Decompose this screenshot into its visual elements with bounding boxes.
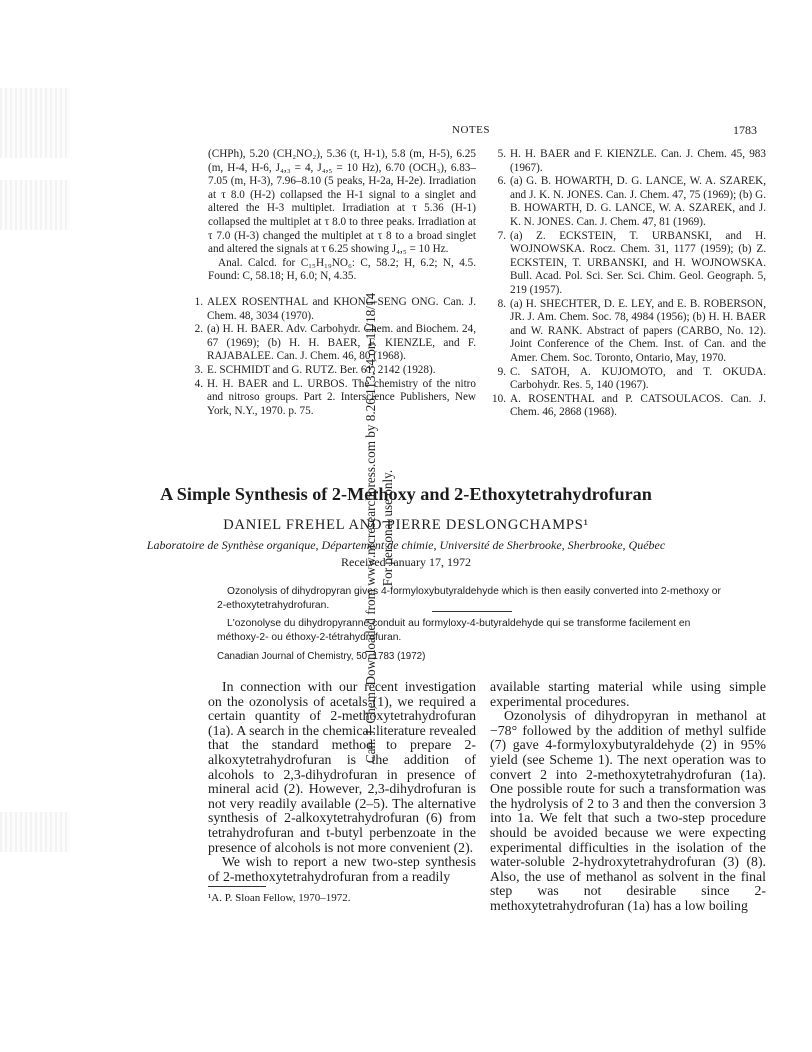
article-authors: DANIEL FREHEL AND PIERRE DESLONGCHAMPS¹ xyxy=(223,517,589,533)
continued-paragraph: available starting material while using simple experimental procedures. xyxy=(490,679,766,709)
scan-noise-mid xyxy=(0,180,70,230)
running-header: NOTES xyxy=(452,124,490,136)
reference-item: 6. (a) G. B. HOWARTH, D. G. LANCE, W. A. SZAREK, and J. K. N. JONES. Can. J. Chem. 47, 75 (1969); (b) G. B. HOWARTH, D. G. LANCE, W. A. SZAREK, and J. K. N. JONES. Can. J. Chem. 47, 81 (1969). xyxy=(497,175,766,228)
reference-item: 5. H. H. BAER and F. KIENZLE. Can. J. Chem. 45, 983 (1967). xyxy=(497,148,766,174)
reference-list-right xyxy=(490,148,766,420)
scan-noise-top xyxy=(0,88,70,158)
watermark-line-1: Can. J. Chem. Downloaded from www.nrcresearchpress.com by 8.26.113.34 on 11/18/14 xyxy=(363,292,378,764)
watermark-line-2: For personal use only. xyxy=(380,469,395,587)
footnote-divider xyxy=(208,886,266,887)
intro-paragraph: In connection with our recent investigation on the ozonolysis of acetals (1), we required a certain quantity of 2-methoxytetrahydrofuran (1a). A search in the chemical literature revealed that the standard method to prepare 2-alkoxytetrahydrofuran is the addition of alcohols to 2,3-dihydrofuran in presence of mineral acid (2). However, 2,3-dihydrofuran is not very readily available (2–5). The alternative synthesis of 2-alkoxytetrahydrofuran (6) from tetrahydrofuran and t-butyl perbenzoate in the presence of alcohols is not more convenient (2). xyxy=(208,679,476,855)
reference-item: 8. (a) H. SHECHTER, D. E. LEY, and E. B. ROBERSON, JR. J. Am. Chem. Soc. 78, 4984 (1956); (b) H. H. BAER and W. RANK. Abstract of papers (CARBO, No. 12). Joint Conference of the Chem. Inst. of Can. and the Amer. Chem. Soc. Toronto, Ontario, May, 1970. xyxy=(497,297,766,364)
previous-article-tail xyxy=(208,148,476,284)
reference-item: 10. A. ROSENTHAL and P. CATSOULACOS. Can. J. Chem. 46, 2868 (1968). xyxy=(492,392,766,419)
body-column-right xyxy=(490,680,766,914)
body-column-left xyxy=(208,680,476,884)
reference-item: 4. H. H. BAER and L. URBOS. The chemistry of the nitro and nitroso groups. Part 2. Interscience Publishers, New York, N.Y., 1970. p. 75. xyxy=(194,377,476,417)
journal-citation: Canadian Journal of Chemistry, 50, 1783 (1972) xyxy=(217,651,426,662)
article-title: A Simple Synthesis of 2-Methoxy and 2-Ethoxytetrahydrofuran xyxy=(160,484,652,504)
aim-paragraph: We wish to report a new two-step synthesis of 2-methoxytetrahydrofuran from a readily xyxy=(208,854,476,884)
abstract-divider xyxy=(432,611,512,612)
received-date: Received January 17, 1972 xyxy=(341,555,471,569)
footnote: ¹A. P. Sloan Fellow, 1970–1972. xyxy=(208,892,351,904)
page-number: 1783 xyxy=(733,123,757,137)
analysis-paragraph: Anal. Calcd. for C₁₅H₁₉NO₆: C, 58.2; H, 6.2; N, 4.5. Found: C, 58.18; H, 6.0; N, 4.35. xyxy=(208,256,476,283)
reference-item: 9. C. SATOH, A. KUJOMOTO, and T. OKUDA. Carbohydr. Res. 5, 140 (1967). xyxy=(497,365,766,392)
ozonolysis-paragraph: Ozonolysis of dihydropyran in methanol at −78° followed by the addition of methyl sulfide (7) gave 4-formyloxybutyraldehyde (2) in 95% yield (see Scheme 1). The next operation was to convert 2 into 2-methoxytetrahydrofuran (1a). One possible route for such a transformation was the hydrolysis of 2 to 3 and then the conversion 3 into 1a. We felt that such a two-step procedure should be avoided because we were expecting experimental difficulties in the isolation of the water-soluble 2-hydroxytetrahydrofuran (3) (8). Also, the use of methanol as solvent in the final step was not desirable since 2-methoxytetrahydrofuran (1a) has a low boiling xyxy=(490,708,766,913)
reference-item: 2. (a) H. H. BAER. Adv. Carbohydr. Chem. and Biochem. 24, 67 (1969); (b) H. H. BAER, F. KIENZLE, and F. RAJABALEE. Can. J. Chem. 46, 80 (1968). xyxy=(194,323,476,363)
nmr-paragraph: (CHPh), 5.20 (CH₂NO₂), 5.36 (t, H-1), 5.8 (m, H-5), 6.25 (m, H-4, H-6, J₄,₃ = 4, J₄,₅ = 10 Hz), 6.70 (OCH₃), 6.83–7.05 (m, H-3), 7.96–8.10 (5 peaks, H-2a, H-2e). Irradiation at τ 8.0 (H-2) collapsed the H-1 signal to a singlet and altered the H-3 multiplet. Irradiation at τ 5.36 (H-1) collapsed the multiplet at τ 8.0 to three peaks. Irradiation at τ 7.0 (H-3) changed the multiplet at τ 8 to a broad singlet and altered the signals at τ 6.25 showing J₄,₅ = 10 Hz. xyxy=(208,148,476,256)
reference-item: 1. ALEX ROSENTHAL and KHONG-SENG ONG. Can. J. Chem. 48, 3034 (1970). xyxy=(194,296,476,322)
reference-item: 7. (a) Z. ECKSTEIN, T. URBANSKI, and H. WOJNOWSKA. Rocz. Chem. 31, 1177 (1959); (b) Z. ECKSTEIN, T. URBANSKI, and H. WOJNOWSKA. Bull. Acad. Pol. Sci. Ser. Sci. Chim. Geol. Geograph. 5, 219 (1957). xyxy=(497,229,766,296)
article-affiliation: Laboratoire de Synthèse organique, Département de chimie, Université de Sherbrooke, Sherbrooke, Québec xyxy=(146,538,666,552)
reference-item: 3. E. SCHMIDT and G. RUTZ. Ber. 61, 2142 (1928). xyxy=(194,363,436,376)
reference-list-left xyxy=(190,296,476,418)
abstract-french: L'ozonolyse du dihydropyranne conduit au formyloxy-4-butyraldehyde qui se transforme facilement en méthoxy-2- ou éthoxy-2-tétrahydrofuran. xyxy=(217,618,691,643)
abstract-english: Ozonolysis of dihydropyran gives 4-formyloxybutyraldehyde which is then easily converted into 2-methoxy or 2-ethoxytetrahydrofuran. xyxy=(217,586,721,611)
scan-noise-bottom xyxy=(0,812,70,852)
